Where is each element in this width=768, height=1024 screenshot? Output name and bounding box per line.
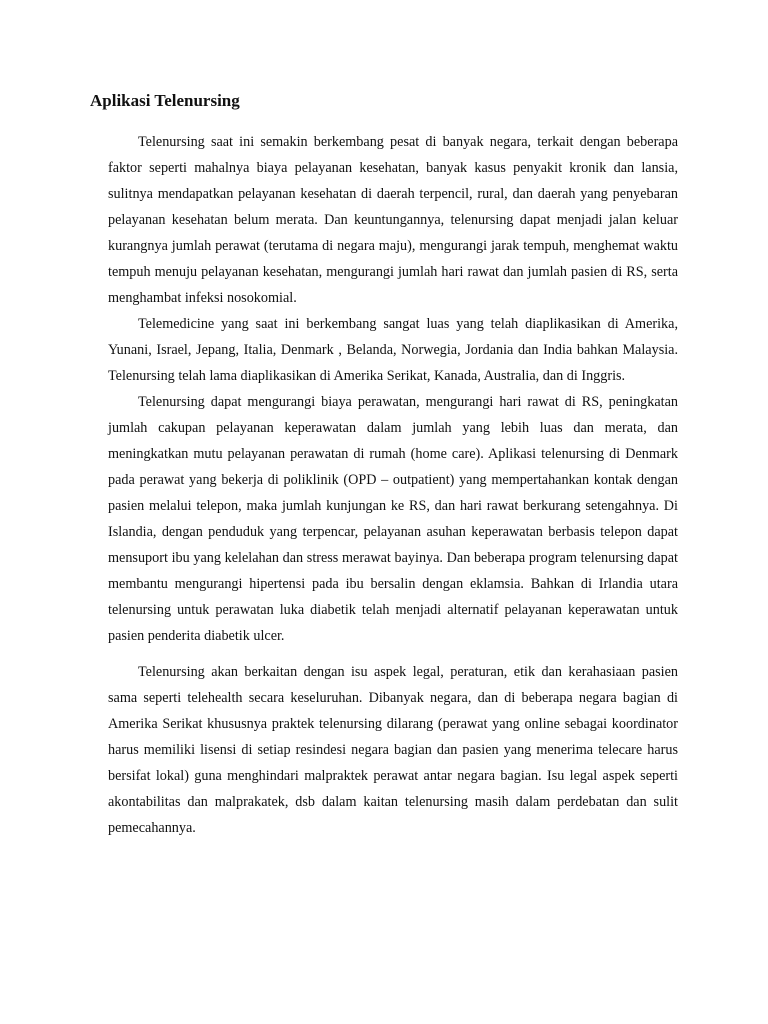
paragraph-1: Telenursing saat ini semakin berkembang pesat di banyak negara, terkait dengan beberapa faktor seperti mahalnya biaya pelayanan kesehatan, banyak kasus penyakit kronik dan lansia, sulitnya mendapatkan pelayanan kesehatan di daerah terpencil, rural, dan daerah yang penyebaran pelayanan kesehatan belum merata. Dan keuntungannya, telenursing dapat menjadi jalan keluar kurangnya jumlah perawat (terutama di negara maju), mengurangi jarak tempuh, menghemat waktu tempuh menuju pelayanan kesehatan, mengurangi jumlah hari rawat dan jumlah pasien di RS, serta menghambat infeksi nosokomial. bbox=[108, 134, 678, 306]
paragraph-3: Telenursing dapat mengurangi biaya perawatan, mengurangi hari rawat di RS, peningkatan jumlah cakupan pelayanan keperawatan dalam jumlah yang lebih luas dan merata, dan meningkatkan mutu pelayanan perawatan di rumah (home care). Aplikasi telenursing di Denmark pada perawat yang bekerja di poliklinik (OPD – outpatient) yang mempertahankan kontak dengan pasien melalui telepon, maka jumlah kunjungan ke RS, dan hari rawat berkurang setengahnya. Di Islandia, dengan penduduk yang terpencar, pelayanan asuhan keperawatan berbasis telepon dapat mensuport ibu yang kelelahan dan stress merawat bayinya. Dan beberapa program telenursing dapat membantu mengurangi hipertensi pada ibu bersalin dengan eklamsia. Bahkan di Irlandia utara telenursing untuk perawatan luka diabetik telah menjadi alternatif pelayanan keperawatan untuk pasien penderita diabetik ulcer. bbox=[108, 394, 678, 644]
document-body bbox=[108, 129, 678, 841]
paragraph-2: Telemedicine yang saat ini berkembang sangat luas yang telah diaplikasikan di Amerika, Yunani, Israel, Jepang, Italia, Denmark , Belanda, Norwegia, Jordania dan India bahkan Malaysia. Telenursing telah lama diaplikasikan di Amerika Serikat, Kanada, Australia, dan di Inggris. bbox=[108, 316, 678, 384]
section-heading: Aplikasi Telenursing bbox=[90, 91, 240, 110]
paragraph-4: Telenursing akan berkaitan dengan isu aspek legal, peraturan, etik dan kerahasiaan pasien sama seperti telehealth secara keseluruhan. Dibanyak negara, dan di beberapa negara bagian di Amerika Serikat khususnya praktek telenursing dilarang (perawat yang online sebagai koordinator harus memiliki lisensi di setiap resindesi negara bagian dan pasien yang menerima telecare harus bersifat lokal) guna menghindari malpraktek perawat antar negara bagian. Isu legal aspek seperti akontabilitas dan malprakatek, dsb dalam kaitan telenursing masih dalam perdebatan dan sulit pemecahannya. bbox=[108, 664, 678, 836]
